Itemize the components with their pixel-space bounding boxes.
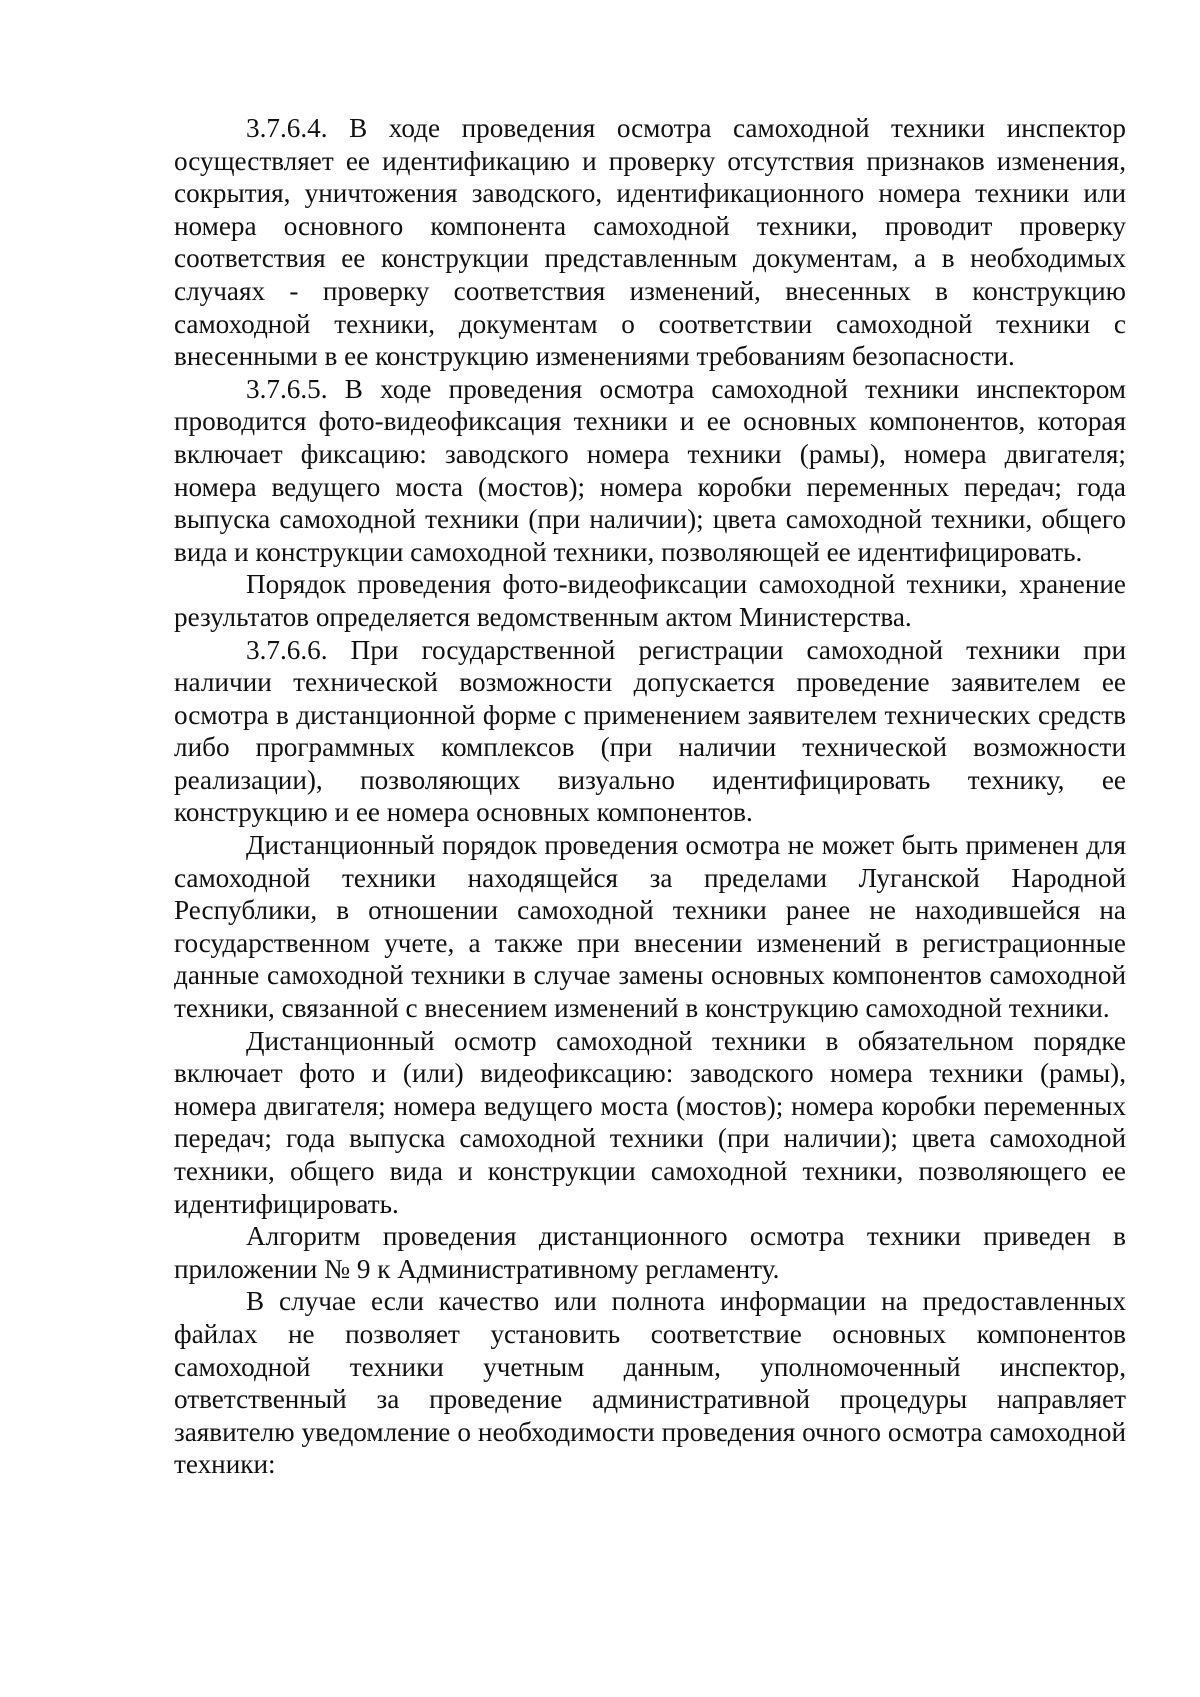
paragraph-remote-inspection-contents: Дистанционный осмотр самоходной техники в обязательном порядке включает фото и (или) видеофиксацию: заводского номера техники (рамы), номера двигателя; номера ведущего моста (мостов); номера коробки переменных передач; года выпуска самоходной техники (при наличии); цвета самоходной техники, общего вида и конструкции самоходной техники, позволяющего ее идентифицировать. xyxy=(174,1025,1126,1219)
paragraph-insufficient-quality: В случае если качество или полнота информации на предоставленных файлах не позволяет установить соответствие основных компонентов самоходной техники учетным данным, уполномоченный инспектор, ответственный за проведение административной процедуры направляет заявителю уведомление о необходимости проведения очного осмотра самоходной техники: xyxy=(174,1286,1126,1480)
paragraph-algorithm-reference: Алгоритм проведения дистанционного осмотра техники приведен в приложении № 9 к Административному регламенту. xyxy=(174,1221,1126,1284)
paragraph-remote-inspection-restrictions: Дистанционный порядок проведения осмотра не может быть применен для самоходной техники находящейся за пределами Луганской Народной Республики, в отношении самоходной техники ранее не находившейся на государственном учете, а также при внесении изменений в регистрационные данные самоходной техники в случае замены основных компонентов самоходной техники, связанной с внесением изменений в конструкцию самоходной техники. xyxy=(174,830,1126,1024)
paragraph-3-7-6-6: 3.7.6.6. При государственной регистрации самоходной техники при наличии технической возможности допускается проведение заявителем ее осмотра в дистанционной форме с применением заявителем технических средств либо программных комплексов (при наличии технической возможности реализации), позволяющих визуально идентифицировать технику, ее конструкцию и ее номера основных компонентов. xyxy=(174,634,1126,828)
paragraph-3-7-6-4: 3.7.6.4. В ходе проведения осмотра самоходной техники инспектор осуществляет ее идентификацию и проверку отсутствия признаков изменения, сокрытия, уничтожения заводского, идентификационного номера техники или номера основного компонента самоходной техники, проводит проверку соответствия ее конструкции представленным документам, а в необходимых случаях - проверку соответствия изменений, внесенных в конструкцию самоходной техники, документам о соответствии самоходной техники с внесенными в ее конструкцию изменениями требованиям безопасности. xyxy=(174,113,1126,372)
paragraph-photo-video-procedure: Порядок проведения фото-видеофиксации самоходной техники, хранение результатов определяется ведомственным актом Министерства. xyxy=(174,569,1126,632)
paragraph-3-7-6-5: 3.7.6.5. В ходе проведения осмотра самоходной техники инспектором проводится фото-видеофиксация техники и ее основных компонентов, которая включает фиксацию: заводского номера техники (рамы), номера двигателя; номера ведущего моста (мостов); номера коробки переменных передач; года выпуска самоходной техники (при наличии); цвета самоходной техники, общего вида и конструкции самоходной техники, позволяющей ее идентифицировать. xyxy=(174,373,1126,567)
document-body xyxy=(174,112,1126,1481)
